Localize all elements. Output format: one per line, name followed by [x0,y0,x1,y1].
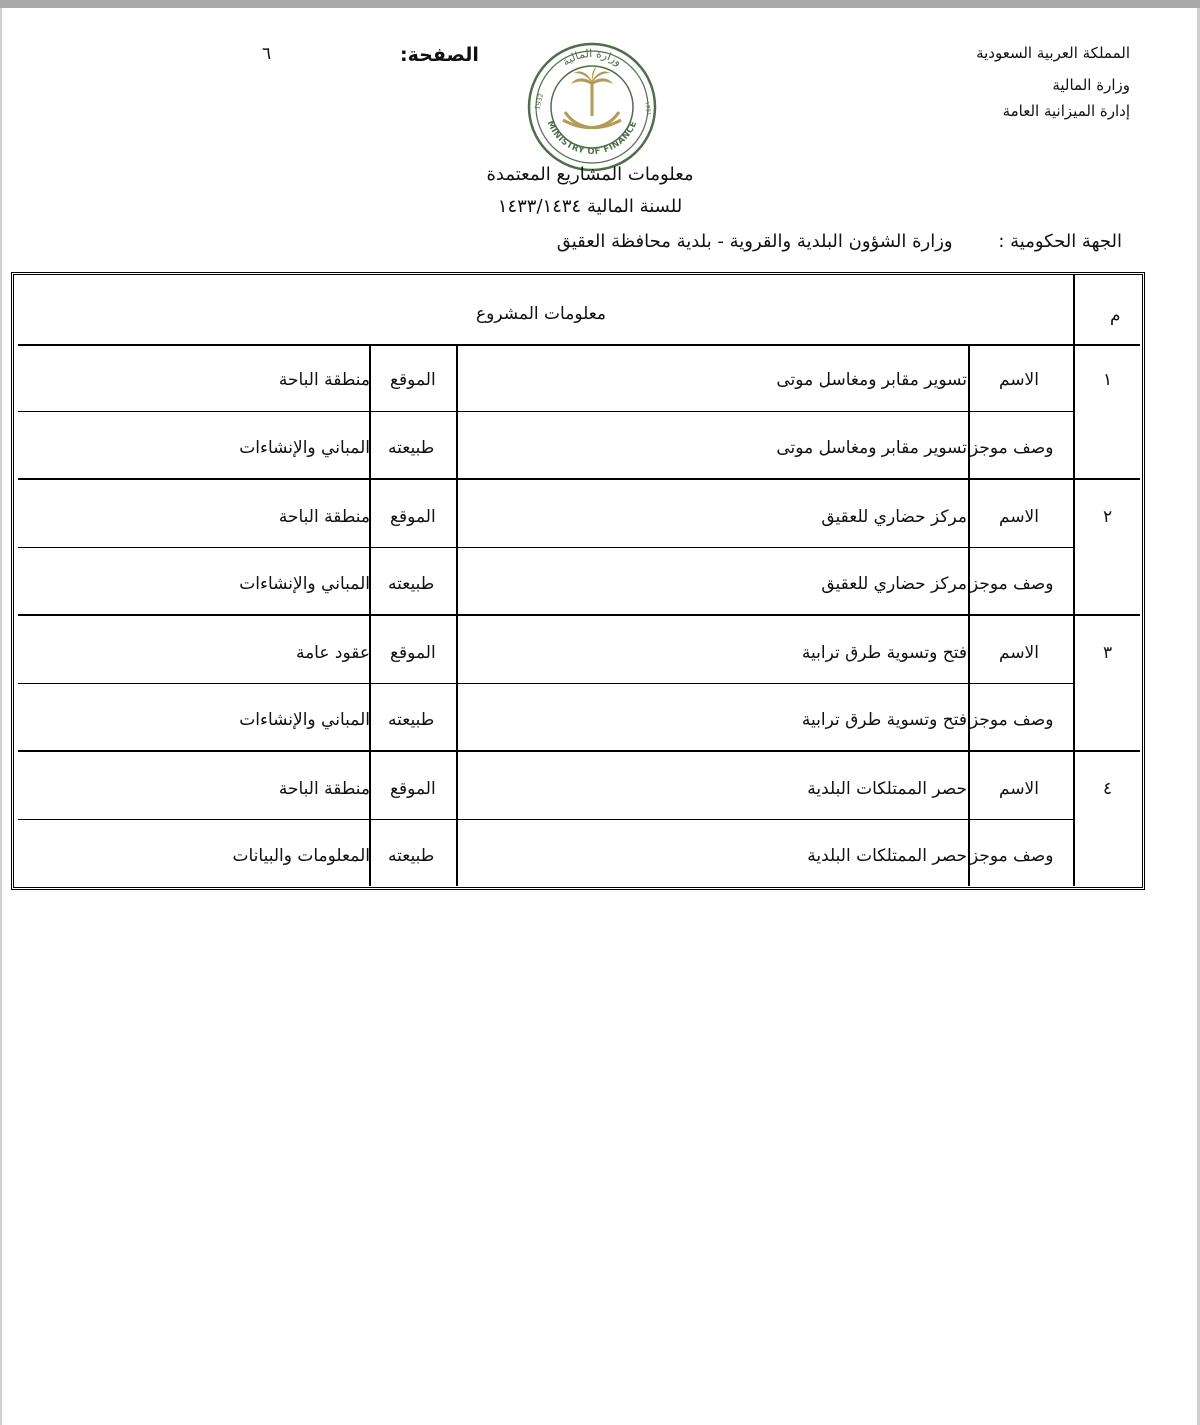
project-divider [18,614,1140,616]
project-brief: مركز حضاري للعقيق [821,574,967,594]
page-number: ٦ [262,44,272,64]
row-divider [18,547,1074,548]
project-nature: المباني والإنشاءات [239,438,370,458]
label-name: الاسم [999,779,1039,799]
kingdom-name: المملكة العربية السعودية [976,44,1130,62]
project-brief: فتح وتسوية طرق ترابية [801,710,967,730]
top-border-bar [0,0,1200,8]
index-divider [1073,346,1075,478]
label-brief: وصف موجز [970,574,1054,594]
project-name: فتح وتسوية طرق ترابية [801,643,967,663]
ministry-seal-logo [525,40,659,174]
label-name: الاسم [999,507,1039,527]
project-index: ١ [1103,370,1113,390]
svg-text:١٣٥١: ١٣٥١ [643,100,654,117]
label-nature: طبيعته [388,846,435,866]
row-divider [18,411,1074,412]
label-brief: وصف موجز [970,438,1054,458]
col-index-header: م [1110,306,1121,326]
project-nature: المباني والإنشاءات [239,710,370,730]
label-location: الموقع [390,779,436,799]
project-brief: حصر الممتلكات البلدية [807,846,967,866]
label-divider-left [369,346,371,478]
project-name: مركز حضاري للعقيق [821,507,967,527]
svg-text:وزارة المالية: وزارة المالية [559,46,625,69]
value-divider [456,346,458,478]
department-name: إدارة الميزانية العامة [1002,102,1130,120]
col-info-header: معلومات المشروع [476,304,607,324]
label-name: الاسم [999,370,1039,390]
project-location: منطقة الباحة [278,779,370,799]
index-column-divider-header [1073,275,1075,345]
project-name: حصر الممتلكات البلدية [807,779,967,799]
svg-text:MINISTRY OF FINANCE: MINISTRY OF FINANCE [544,119,640,158]
project-divider [18,478,1140,480]
value-divider [456,752,458,886]
value-divider [456,616,458,750]
project-divider [18,750,1140,752]
project-index: ٣ [1103,643,1113,663]
label-brief: وصف موجز [970,846,1054,866]
project-location: منطقة الباحة [278,507,370,527]
label-brief: وصف موجز [970,710,1054,730]
project-nature: المعلومات والبيانات [232,846,370,866]
entity-label: الجهة الحكومية : [998,231,1122,252]
project-location: منطقة الباحة [278,370,370,390]
label-location: الموقع [390,370,436,390]
project-index: ٤ [1103,779,1113,799]
page-label: الصفحة: [400,44,479,66]
row-divider [18,683,1074,684]
entity-value: وزارة الشؤون البلدية والقروية - بلدية محافظة العقيق [556,231,953,252]
left-page-edge [0,8,2,1425]
svg-text:1932: 1932 [533,92,546,111]
label-location: الموقع [390,507,436,527]
project-brief: تسوير مقابر ومغاسل موتى [776,438,967,458]
value-divider [456,480,458,614]
project-index: ٢ [1103,507,1113,527]
fiscal-year-subtitle: للسنة المالية ١٤٣٣/١٤٣٤ [497,196,683,217]
label-name: الاسم [999,643,1039,663]
label-location: الموقع [390,643,436,663]
row-divider [18,819,1074,820]
seal-icon [525,40,659,174]
label-nature: طبيعته [388,710,435,730]
header-row-bottom-rule [18,344,1140,346]
label-nature: طبيعته [388,438,435,458]
project-nature: المباني والإنشاءات [239,574,370,594]
label-nature: طبيعته [388,574,435,594]
document-title: معلومات المشاريع المعتمدة [486,164,694,185]
project-location: عقود عامة [295,643,370,663]
government-entity-line [557,231,1122,252]
project-name: تسوير مقابر ومغاسل موتى [776,370,967,390]
label-divider [968,346,970,478]
ministry-name: وزارة المالية [1052,76,1130,94]
